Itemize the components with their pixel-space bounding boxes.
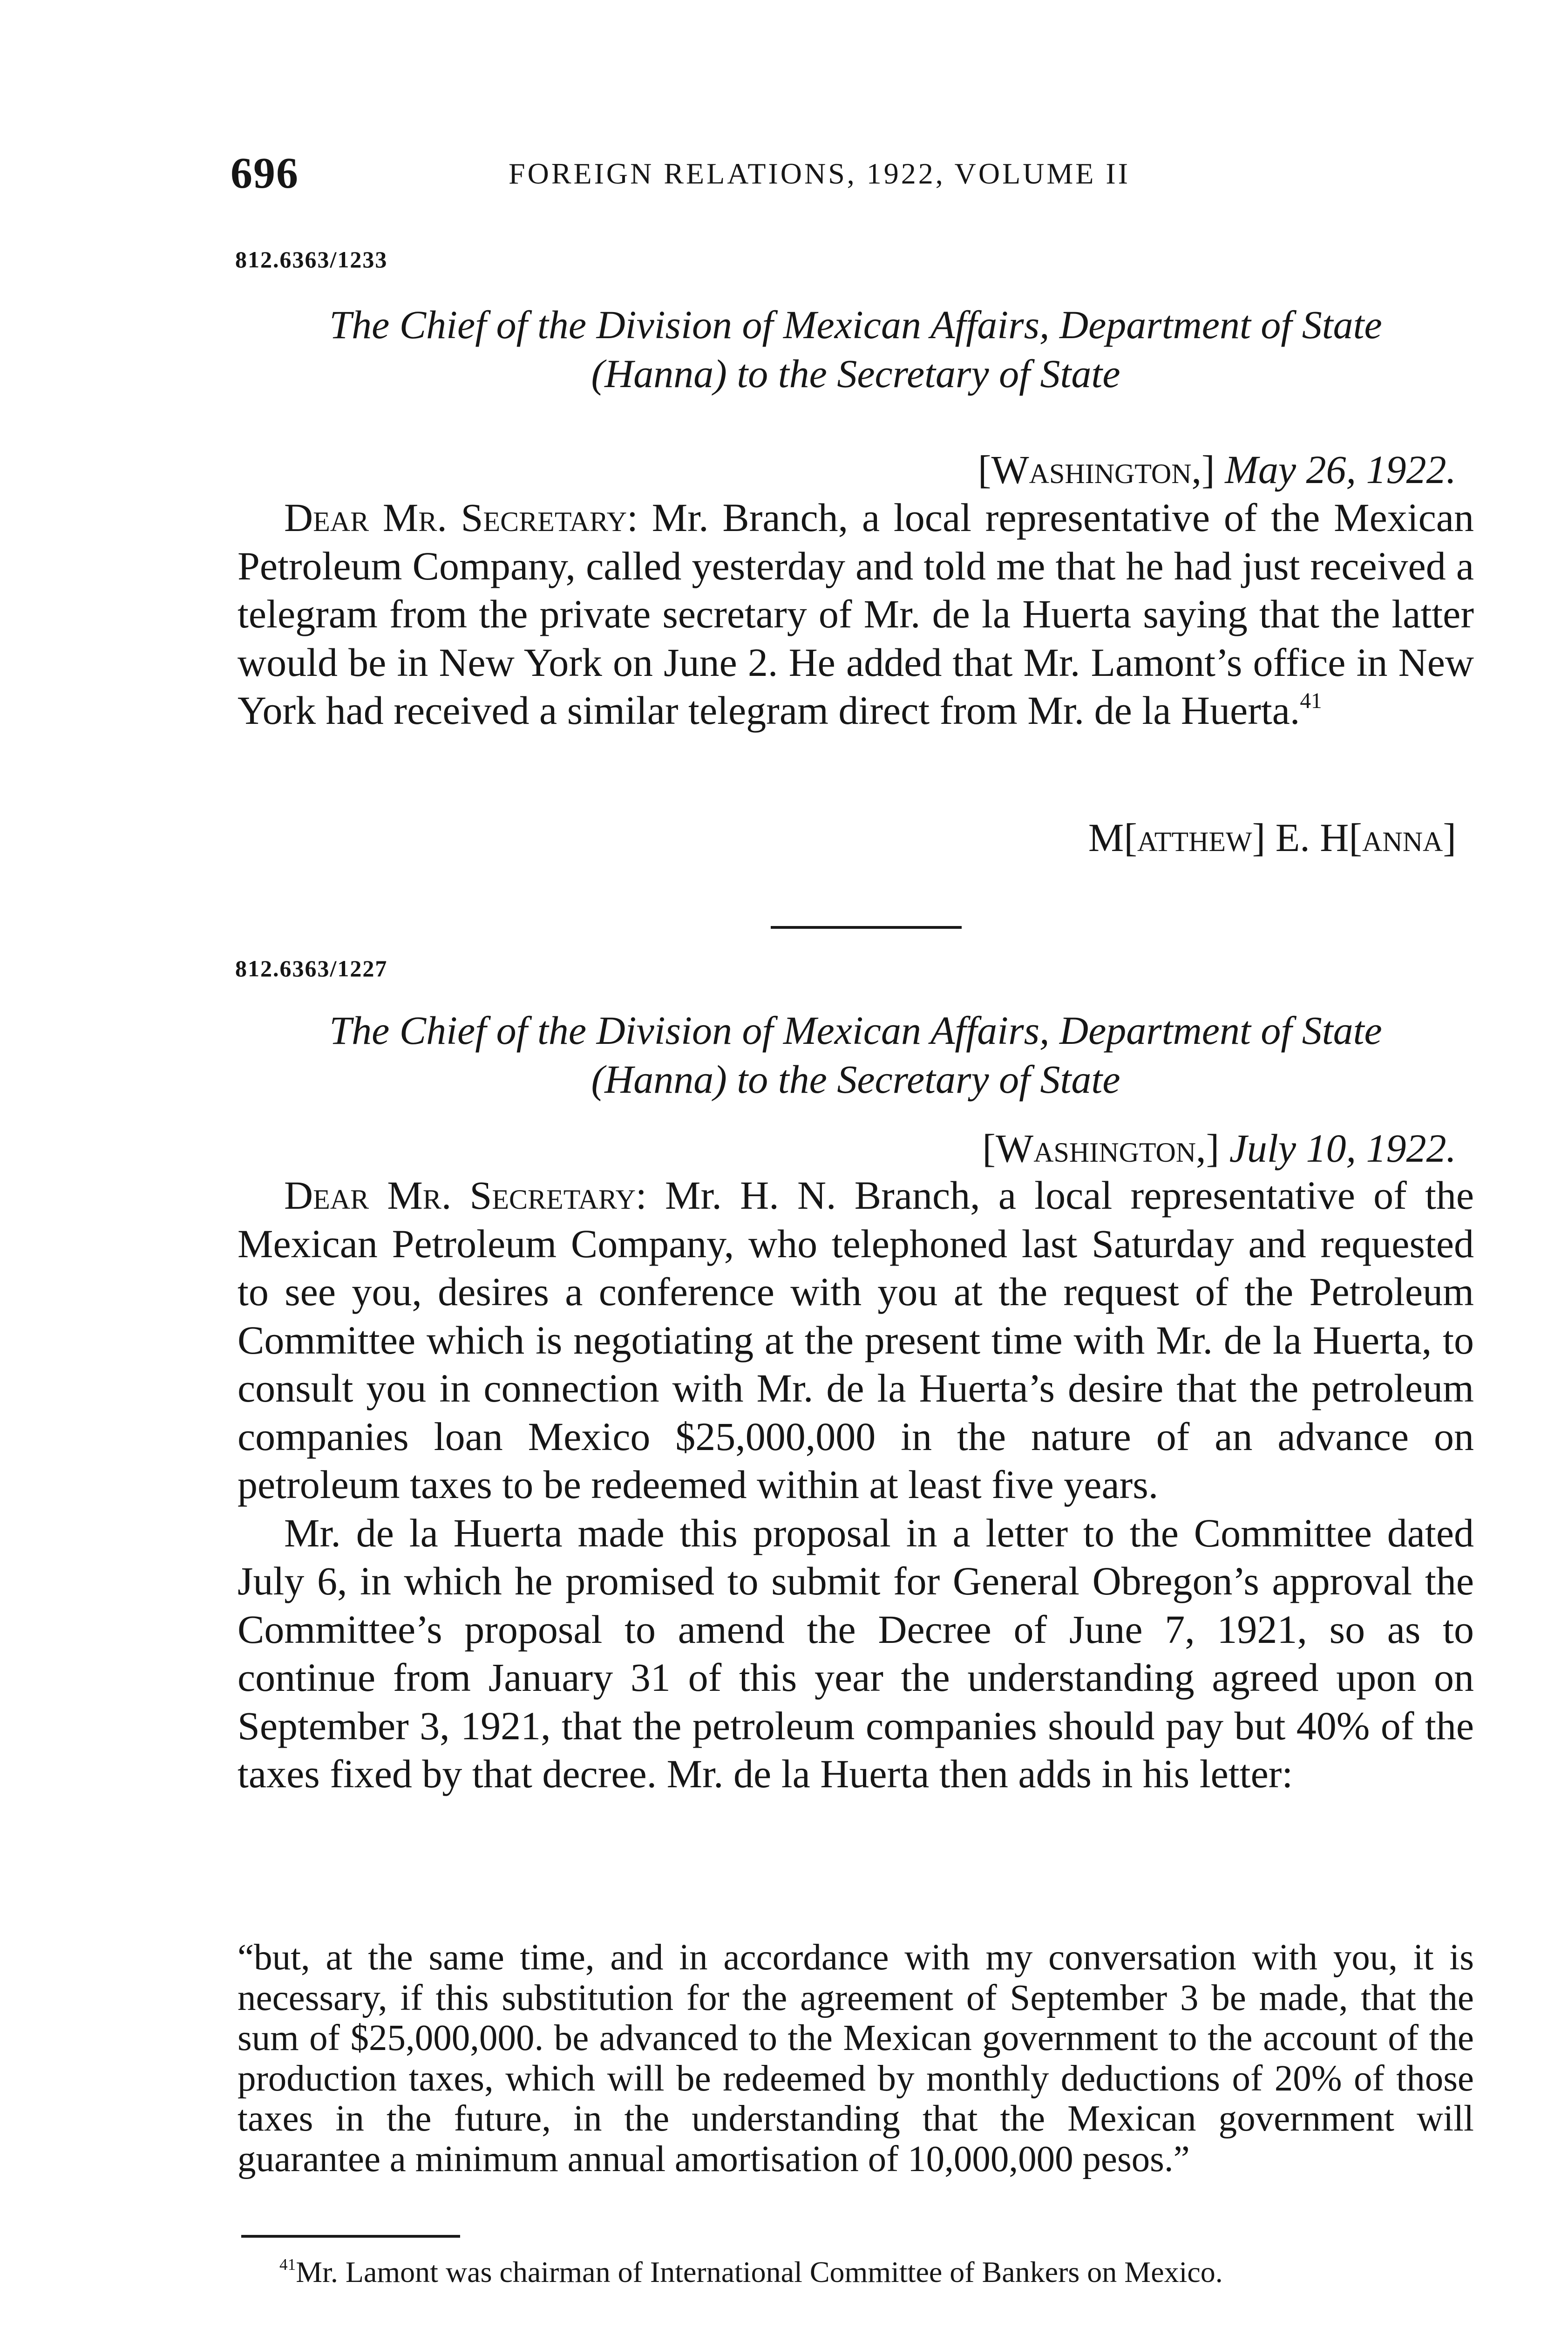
dateline-date: May 26, 1922. bbox=[1225, 447, 1456, 492]
file-number: 812.6363/1227 bbox=[235, 955, 388, 981]
paragraph: Mr. H. N. Branch, a local representative of the Mexican Petroleum Company, who telephoned last Saturday and requested to see you, desires a conference with you at the request of the Petroleum Committee which is negotiating at the present time with Mr. de la Huerta, to consult you in connection with Mr. de la Huerta’s desire that the petroleum companies loan Mexico $25,000,000 in the nature of an advance on petroleum taxes to be redeemed within at least five years. bbox=[238, 1173, 1474, 1507]
title-line: The Chief of the Division of Mexican Affairs, Department of State bbox=[329, 302, 1382, 347]
signature: M[atthew] E. H[anna] bbox=[1088, 815, 1456, 860]
footnote bbox=[238, 2254, 1474, 2291]
document-title bbox=[235, 300, 1476, 398]
title-line: (Hanna) to the Secretary of State bbox=[591, 351, 1120, 396]
dateline: [Washington,] May 26, 1922. bbox=[977, 447, 1456, 492]
footnote-marker: 41 bbox=[279, 2255, 296, 2274]
page-number: 696 bbox=[231, 149, 299, 197]
letter-body bbox=[238, 494, 1474, 735]
dateline-date: July 10, 1922. bbox=[1229, 1126, 1456, 1171]
footnote-ref: 41 bbox=[1300, 688, 1322, 713]
dateline-place: Washington, bbox=[996, 1126, 1206, 1171]
footnote-rule bbox=[241, 2235, 460, 2238]
document-title bbox=[235, 1006, 1476, 1104]
paragraph: Mr. de la Huerta made this proposal in a letter to the Committee dated July 6, in which he promised to submit for General Obregon’s approval the Committee’s proposal to amend the Decree of June 7, 1921, so as to continue from January 31 of this year the understanding agreed upon on September 3, 1921, that the petroleum companies should pay but 40% of the taxes fixed by that decree. Mr. de la Huerta then adds in his letter: bbox=[238, 1510, 1474, 1796]
block-quote: “but, at the same time, and in accordance with my conversation with you, it is necessary, if this substitution for the agreement of September 3 be made, that the sum of $25,000,000. be advanced to the Mexican government to the account of the production taxes, which will be redeemed by monthly deductions of 20% of those taxes in the future, in the understanding that the Mexican government will guarantee a minimum annual amortisation of 10,000,000 pesos.” bbox=[238, 1937, 1474, 2179]
running-head: FOREIGN RELATIONS, 1922, VOLUME II bbox=[509, 157, 1130, 190]
section-divider bbox=[771, 926, 962, 929]
footnote-text: Mr. Lamont was chairman of International Committee of Bankers on Mexico. bbox=[296, 2255, 1223, 2288]
title-line: (Hanna) to the Secretary of State bbox=[591, 1057, 1120, 1102]
salutation: Dear Mr. Secretary: bbox=[284, 495, 638, 540]
dateline: [Washington,] July 10, 1922. bbox=[982, 1126, 1456, 1171]
title-line: The Chief of the Division of Mexican Affairs, Department of State bbox=[329, 1008, 1382, 1053]
dateline-place: Washington, bbox=[991, 447, 1202, 492]
salutation: Dear Mr. Secretary: bbox=[284, 1173, 647, 1218]
paragraph: Mr. Branch, a local representative of the Mexican Petroleum Company, called yesterday and told me that he had just received a telegram from the private secretary of Mr. de la Huerta saying that the latter would be in New York on June 2. He added that Mr. Lamont’s office in New York had received a similar telegram direct from Mr. de la Huerta. bbox=[238, 495, 1474, 733]
letter-body bbox=[238, 1171, 1474, 1798]
file-number: 812.6363/1233 bbox=[235, 246, 388, 272]
